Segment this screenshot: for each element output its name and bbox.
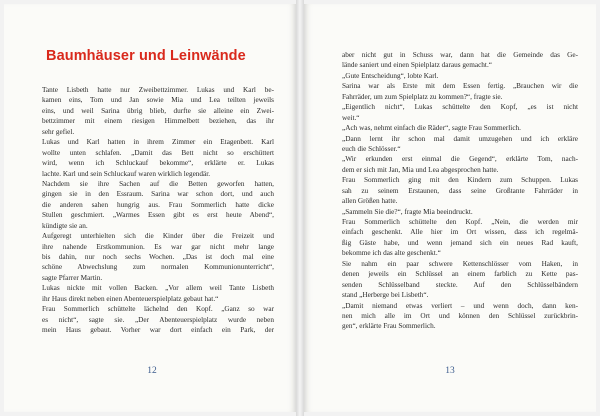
text-line: senden Schlüsselband steckte. Auf den Schlüsselbändern — [342, 280, 578, 289]
text-line: es nicht“, sagte sie. „Der Abenteuerspielplatz wurde neben — [42, 315, 274, 324]
text-line: einfach geschenkt. Alle hier im Ort wissen, dass ich regelmä- — [342, 228, 578, 237]
text-line: stand „Herberge bei Lisbeth“. — [342, 291, 429, 300]
left-page — [4, 4, 296, 412]
text-line: „Dann lernt ihr schon mal damit umzugehen und ich erkläre — [342, 134, 578, 143]
text-line: Frau Sommerlich schüttelte den Kopf. „Nein, die werden mir — [342, 218, 578, 226]
text-line: sah zu seinem Erstaunen, dass seine Großtante Fahrräder in — [342, 186, 578, 195]
text-line: sagte Pfarrer Martin. — [42, 273, 103, 282]
text-line: „Ach was, nehmt einfach die Räder“, sagte Frau Sommerlich. — [342, 124, 521, 133]
text-line: bis dahin, nur noch sechs Wochen. „Das ist doch mal eine — [42, 253, 274, 261]
text-line: „Damit niemand etwas verliert – und wenn doch, dann ken- — [342, 301, 578, 310]
text-line: bekomme ich das alte geschenkt.“ — [342, 249, 441, 258]
text-line: „Sammeln Sie die?“, fragte Mia beeindruckt. — [342, 207, 473, 216]
text-line: Frau Sommerlich ging mit den Kindern zum Schuppen. Lukas — [342, 176, 578, 185]
left-page-body — [42, 85, 274, 336]
text-line: ßig Gäste habe, und wenn jemand sich ein neues Rad kauft, — [342, 238, 578, 247]
right-page — [304, 4, 596, 412]
text-line: Aufgeregt unterhielten sich die Kinder über die Freizeit und — [42, 232, 274, 241]
text-line: Fahrräder, um zum Spielplatz zu kommen?“, fragte sie. — [342, 92, 503, 101]
text-line: kamen eins, Tom und Jan sowie Mia und Lea teilten jeweils — [42, 96, 274, 105]
text-line: die anderen sahen hungrig aus. Frau Sommerlich hatte dicke — [42, 200, 274, 209]
book-gutter — [296, 0, 304, 416]
text-line: eins, und weil Sarina übrig blieb, durfte sie alleine ein Zwei- — [42, 106, 274, 115]
chapter-title: Baumhäuser und Leinwände — [46, 48, 246, 64]
text-line: „Eigentlich nicht“, Lukas schüttelte den Kopf, „es ist nicht — [342, 103, 578, 112]
text-line: ihr Haus direkt neben einen Abenteuerspielplatz gebaut hat.“ — [42, 294, 219, 303]
text-line: Stullen geschmiert. „Warmes Essen gibt es erst heute Abend“, — [42, 211, 274, 220]
text-line: denen jeweils ein Schlüssel an einem farblich zu Kette pas- — [342, 270, 578, 279]
text-line: allen Größen hatte. — [342, 197, 398, 206]
text-line: sehr gefiel. — [42, 127, 75, 136]
text-line: gingen sie in den Essraum. Sarina war schon dort, und auch — [42, 190, 274, 199]
text-line: lachte. Karl und sein Schluckauf waren wirklich legendär. — [42, 169, 211, 178]
text-line: ihre nahende Erstkommunion. Es war gar nicht mehr lange — [42, 242, 274, 251]
text-line: Frau Sommerlich schüttelte lächelnd den Kopf. „Ganz so war — [42, 305, 274, 314]
text-line: Tante Lisbeth hatte nur Zweibettzimmer. Lukas und Karl be- — [42, 86, 274, 94]
text-line: aber nicht gut in Schuss war, dann hat die Gemeinde das Ge- — [342, 51, 578, 59]
text-line: Lukas nickte mit vollen Backen. „Vor allem weil Tante Lisbeth — [42, 284, 274, 293]
text-line: dem er sich mit Jan, Mia und Lea abgesprochen hatte. — [342, 165, 499, 174]
right-page-body — [342, 50, 578, 332]
text-line: schöne Abwechslung zum normalen Kommunionunterricht“, — [42, 263, 274, 272]
text-line: mein Haus gebaut. Vorher war dort einfach ein Park, der — [42, 326, 274, 335]
text-line: euch die Schlösser.“ — [342, 144, 401, 153]
text-line: wird, wenn ich Schluckauf bekomme“, erklärte er. Lukas — [42, 159, 274, 168]
page-number-left: 12 — [147, 366, 157, 376]
text-line: Lukas und Karl hatten in ihrem Zimmer ein Etagenbett. Karl — [42, 138, 274, 147]
page-number-right: 13 — [445, 366, 455, 376]
text-line: nen mich alle im Ort und können den Schlüssel zurückbrin- — [342, 311, 578, 320]
text-line: weit.“ — [342, 113, 360, 122]
text-line: Sie nahm ein paar schwere Kettenschlösser vom Haken, in — [342, 259, 578, 268]
text-line: wollte unten schlafen. „Damit das Bett nicht so erschüttert — [42, 148, 274, 157]
text-line: Sarina war als Erste mit dem Essen fertig. „Brauchen wir die — [342, 82, 578, 91]
text-line: bettzimmer mit einem riesigen Himmelbett beziehen, das ihr — [42, 117, 274, 126]
text-line: Nachdem sie ihre Sachen auf die Betten geworfen hatten, — [42, 179, 274, 188]
text-line: „Wir erkunden erst einmal die Gegend“, erklärte Tom, nach- — [342, 155, 578, 164]
text-line: gen“, erklärte Frau Sommerlich. — [342, 322, 436, 331]
text-line: „Gute Entscheidung“, lobte Karl. — [342, 71, 439, 80]
text-line: lände saniert und einen Spielplatz daraus gemacht.“ — [342, 61, 492, 70]
text-line: kündigte sie an. — [42, 221, 88, 230]
